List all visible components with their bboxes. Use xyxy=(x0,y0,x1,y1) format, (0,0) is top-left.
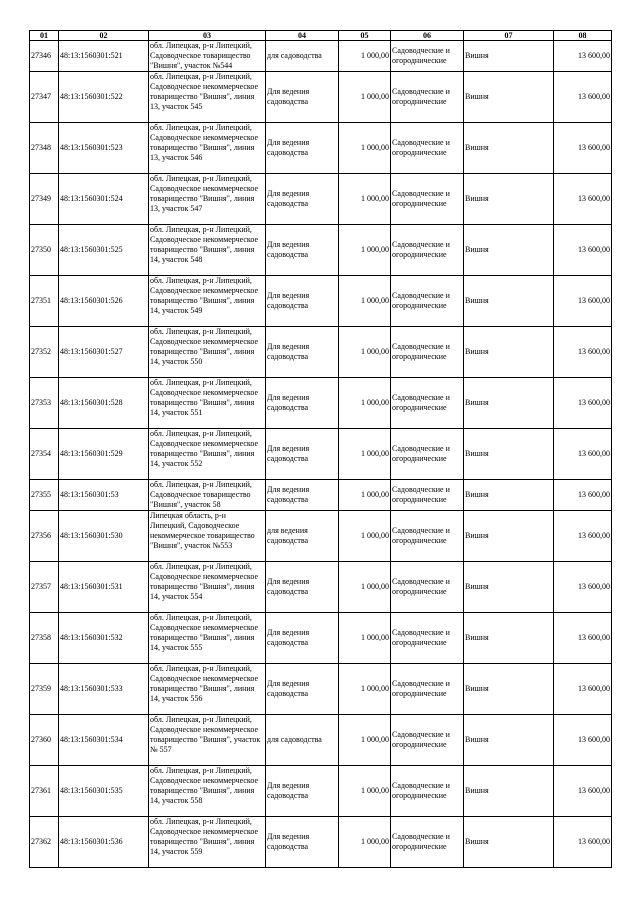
cadastral-value: 13 600,00 xyxy=(554,562,612,613)
settlement-name: Вишня xyxy=(464,766,554,817)
area-cell: 1 000,00 xyxy=(339,562,391,613)
row-number: 27350 xyxy=(30,225,59,276)
land-category: Садоводческие и огороднические xyxy=(391,378,464,429)
cadastral-value: 13 600,00 xyxy=(554,378,612,429)
cadastral-number: 48:13:1560301:528 xyxy=(59,378,149,429)
cadastral-number: 48:13:1560301:523 xyxy=(59,123,149,174)
row-number: 27351 xyxy=(30,276,59,327)
row-number: 27354 xyxy=(30,429,59,480)
address-text: обл. Липецкая, р-н Липецкий, Садоводческое некоммерческое товарищество "Вишня", линия 13, участок 545 xyxy=(150,72,259,111)
address-cell xyxy=(149,378,266,429)
address-text: обл. Липецкая, р-н Липецкий, Садоводческое некоммерческое товарищество "Вишня", линия 14, участок 555 xyxy=(150,613,259,652)
address-cell xyxy=(149,715,266,766)
cadastral-value: 13 600,00 xyxy=(554,72,612,123)
cadastral-value: 13 600,00 xyxy=(554,276,612,327)
address-cell xyxy=(149,123,266,174)
cadastral-number: 48:13:1560301:530 xyxy=(59,511,149,562)
settlement-name: Вишня xyxy=(464,378,554,429)
cadastral-number: 48:13:1560301:527 xyxy=(59,327,149,378)
permitted-use: для садоводства xyxy=(266,41,339,72)
column-header: 06 xyxy=(391,31,464,41)
area-cell: 1 000,00 xyxy=(339,766,391,817)
permitted-use: Для ведения садоводства xyxy=(266,72,339,123)
column-header: 08 xyxy=(554,31,612,41)
land-category: Садоводческие и огороднические xyxy=(391,123,464,174)
land-category: Садоводческие и огороднические xyxy=(391,664,464,715)
column-header: 01 xyxy=(30,31,59,41)
area-cell: 1 000,00 xyxy=(339,123,391,174)
row-number: 27355 xyxy=(30,480,59,511)
address-cell xyxy=(149,766,266,817)
cadastral-table xyxy=(29,30,612,868)
area-cell: 1 000,00 xyxy=(339,378,391,429)
row-number: 27358 xyxy=(30,613,59,664)
row-number: 27349 xyxy=(30,174,59,225)
permitted-use: Для ведения садоводства xyxy=(266,429,339,480)
permitted-use: Для ведения садоводства xyxy=(266,327,339,378)
address-cell xyxy=(149,327,266,378)
cadastral-value: 13 600,00 xyxy=(554,766,612,817)
permitted-use: Для ведения садоводства xyxy=(266,225,339,276)
row-number: 27348 xyxy=(30,123,59,174)
address-text: обл. Липецкая, р-н Липецкий, Садоводческое некоммерческое товарищество "Вишня", линия 14, участок 559 xyxy=(150,817,259,856)
permitted-use: Для ведения садоводства xyxy=(266,276,339,327)
land-category: Садоводческие и огороднические xyxy=(391,562,464,613)
settlement-name: Вишня xyxy=(464,123,554,174)
permitted-use: для ведения садоводства xyxy=(266,511,339,562)
address-cell xyxy=(149,72,266,123)
cadastral-value: 13 600,00 xyxy=(554,613,612,664)
area-cell: 1 000,00 xyxy=(339,715,391,766)
permitted-use: для садоводства xyxy=(266,715,339,766)
table-row xyxy=(30,480,612,511)
area-cell: 1 000,00 xyxy=(339,327,391,378)
settlement-name: Вишня xyxy=(464,174,554,225)
permitted-use: Для ведения садоводства xyxy=(266,766,339,817)
row-number: 27347 xyxy=(30,72,59,123)
settlement-name: Вишня xyxy=(464,41,554,72)
land-category: Садоводческие и огороднические xyxy=(391,817,464,868)
row-number: 27353 xyxy=(30,378,59,429)
permitted-use: Для ведения садоводства xyxy=(266,562,339,613)
table-row xyxy=(30,817,612,868)
area-cell: 1 000,00 xyxy=(339,41,391,72)
table-row xyxy=(30,664,612,715)
settlement-name: Вишня xyxy=(464,276,554,327)
address-cell xyxy=(149,562,266,613)
cadastral-value: 13 600,00 xyxy=(554,715,612,766)
cadastral-number: 48:13:1560301:532 xyxy=(59,613,149,664)
area-cell: 1 000,00 xyxy=(339,72,391,123)
cadastral-number: 48:13:1560301:536 xyxy=(59,817,149,868)
cadastral-number: 48:13:1560301:53 xyxy=(59,480,149,511)
address-text: обл. Липецкая, р-н Липецкий, Садоводческое товарищество "Вишня", участок 58 xyxy=(150,480,252,509)
cadastral-value: 13 600,00 xyxy=(554,664,612,715)
area-cell: 1 000,00 xyxy=(339,276,391,327)
land-category: Садоводческие и огороднические xyxy=(391,715,464,766)
address-cell xyxy=(149,613,266,664)
cadastral-number: 48:13:1560301:534 xyxy=(59,715,149,766)
address-cell xyxy=(149,480,266,511)
cadastral-number: 48:13:1560301:531 xyxy=(59,562,149,613)
address-cell xyxy=(149,664,266,715)
permitted-use: Для ведения садоводства xyxy=(266,664,339,715)
cadastral-number: 48:13:1560301:533 xyxy=(59,664,149,715)
address-text: обл. Липецкая, р-н Липецкий, Садоводческое некоммерческое товарищество "Вишня", участок № 557 xyxy=(150,715,261,754)
cadastral-number: 48:13:1560301:529 xyxy=(59,429,149,480)
area-cell: 1 000,00 xyxy=(339,613,391,664)
address-text: обл. Липецкая, р-н Липецкий, Садоводческое товарищество "Вишня", участок №544 xyxy=(150,41,252,70)
area-cell: 1 000,00 xyxy=(339,817,391,868)
cadastral-value: 13 600,00 xyxy=(554,480,612,511)
land-category: Садоводческие и огороднические xyxy=(391,480,464,511)
address-text: обл. Липецкая, р-н Липецкий, Садоводческое некоммерческое товарищество "Вишня", линия 14, участок 548 xyxy=(150,225,259,264)
address-cell xyxy=(149,429,266,480)
settlement-name: Вишня xyxy=(464,72,554,123)
table-row xyxy=(30,41,612,72)
column-header: 02 xyxy=(59,31,149,41)
address-cell xyxy=(149,225,266,276)
cadastral-number: 48:13:1560301:522 xyxy=(59,72,149,123)
table-row xyxy=(30,715,612,766)
table-row xyxy=(30,766,612,817)
permitted-use: Для ведения садоводства xyxy=(266,174,339,225)
cadastral-value: 13 600,00 xyxy=(554,817,612,868)
document-page xyxy=(29,30,611,868)
table-row xyxy=(30,72,612,123)
cadastral-value: 13 600,00 xyxy=(554,429,612,480)
row-number: 27361 xyxy=(30,766,59,817)
permitted-use: Для ведения садоводства xyxy=(266,817,339,868)
address-cell xyxy=(149,276,266,327)
address-text: обл. Липецкая, р-н Липецкий, Садоводческое некоммерческое товарищество "Вишня", линия 14, участок 552 xyxy=(150,429,259,468)
address-text: обл. Липецкая, р-н Липецкий, Садоводческое некоммерческое товарищество "Вишня", линия 14, участок 554 xyxy=(150,562,259,601)
column-header: 05 xyxy=(339,31,391,41)
area-cell: 1 000,00 xyxy=(339,174,391,225)
land-category: Садоводческие и огороднические xyxy=(391,41,464,72)
settlement-name: Вишня xyxy=(464,562,554,613)
land-category: Садоводческие и огороднические xyxy=(391,72,464,123)
cadastral-value: 13 600,00 xyxy=(554,123,612,174)
row-number: 27357 xyxy=(30,562,59,613)
table-row xyxy=(30,562,612,613)
column-header: 04 xyxy=(266,31,339,41)
cadastral-number: 48:13:1560301:521 xyxy=(59,41,149,72)
cadastral-number: 48:13:1560301:524 xyxy=(59,174,149,225)
cadastral-value: 13 600,00 xyxy=(554,511,612,562)
cadastral-value: 13 600,00 xyxy=(554,41,612,72)
land-category: Садоводческие и огороднические xyxy=(391,766,464,817)
address-text: обл. Липецкая, р-н Липецкий, Садоводческое некоммерческое товарищество "Вишня", линия 14, участок 551 xyxy=(150,378,259,417)
permitted-use: Для ведения садоводства xyxy=(266,123,339,174)
address-text: обл. Липецкая, р-н Липецкий, Садоводческое некоммерческое товарищество "Вишня", линия 14, участок 549 xyxy=(150,276,259,315)
settlement-name: Вишня xyxy=(464,327,554,378)
row-number: 27346 xyxy=(30,41,59,72)
land-category: Садоводческие и огороднические xyxy=(391,511,464,562)
row-number: 27352 xyxy=(30,327,59,378)
cadastral-value: 13 600,00 xyxy=(554,225,612,276)
settlement-name: Вишня xyxy=(464,817,554,868)
table-row xyxy=(30,123,612,174)
row-number: 27362 xyxy=(30,817,59,868)
address-cell xyxy=(149,511,266,562)
table-row xyxy=(30,174,612,225)
cadastral-number: 48:13:1560301:526 xyxy=(59,276,149,327)
table-row xyxy=(30,511,612,562)
row-number: 27360 xyxy=(30,715,59,766)
cadastral-value: 13 600,00 xyxy=(554,327,612,378)
address-text: обл. Липецкая, р-н Липецкий, Садоводческое некоммерческое товарищество "Вишня", линия 13, участок 547 xyxy=(150,174,259,213)
area-cell: 1 000,00 xyxy=(339,429,391,480)
address-text: обл. Липецкая, р-н Липецкий, Садоводческое некоммерческое товарищество "Вишня", линия 14, участок 550 xyxy=(150,327,259,366)
settlement-name: Вишня xyxy=(464,511,554,562)
permitted-use: Для ведения садоводства xyxy=(266,613,339,664)
land-category: Садоводческие и огороднические xyxy=(391,174,464,225)
address-cell xyxy=(149,41,266,72)
address-text: обл. Липецкая, р-н Липецкий, Садоводческое некоммерческое товарищество "Вишня", линия 14, участок 558 xyxy=(150,766,259,805)
land-category: Садоводческие и огороднические xyxy=(391,276,464,327)
settlement-name: Вишня xyxy=(464,715,554,766)
land-category: Садоводческие и огороднические xyxy=(391,429,464,480)
area-cell: 1 000,00 xyxy=(339,480,391,511)
table-row xyxy=(30,378,612,429)
land-category: Садоводческие и огороднические xyxy=(391,327,464,378)
settlement-name: Вишня xyxy=(464,613,554,664)
area-cell: 1 000,00 xyxy=(339,511,391,562)
cadastral-number: 48:13:1560301:525 xyxy=(59,225,149,276)
header-row xyxy=(30,31,612,41)
area-cell: 1 000,00 xyxy=(339,664,391,715)
table-row xyxy=(30,276,612,327)
area-cell: 1 000,00 xyxy=(339,225,391,276)
settlement-name: Вишня xyxy=(464,664,554,715)
table-row xyxy=(30,613,612,664)
permitted-use: Для ведения садоводства xyxy=(266,378,339,429)
table-row xyxy=(30,225,612,276)
row-number: 27356 xyxy=(30,511,59,562)
column-header: 07 xyxy=(464,31,554,41)
settlement-name: Вишня xyxy=(464,429,554,480)
settlement-name: Вишня xyxy=(464,225,554,276)
address-text: Липецкая область, р-н Липецкий, Садоводческое некоммерческое товарищество "Вишня", участок №553 xyxy=(150,511,255,550)
permitted-use: Для ведения садоводства xyxy=(266,480,339,511)
land-category: Садоводческие и огороднические xyxy=(391,613,464,664)
column-header: 03 xyxy=(149,31,266,41)
table-row xyxy=(30,429,612,480)
address-text: обл. Липецкая, р-н Липецкий, Садоводческое некоммерческое товарищество "Вишня", линия 13, участок 546 xyxy=(150,123,259,162)
cadastral-number: 48:13:1560301:535 xyxy=(59,766,149,817)
address-text: обл. Липецкая, р-н Липецкий, Садоводческое некоммерческое товарищество "Вишня", линия 14, участок 556 xyxy=(150,664,259,703)
land-category: Садоводческие и огороднические xyxy=(391,225,464,276)
row-number: 27359 xyxy=(30,664,59,715)
address-cell xyxy=(149,817,266,868)
cadastral-value: 13 600,00 xyxy=(554,174,612,225)
settlement-name: Вишня xyxy=(464,480,554,511)
table-row xyxy=(30,327,612,378)
address-cell xyxy=(149,174,266,225)
